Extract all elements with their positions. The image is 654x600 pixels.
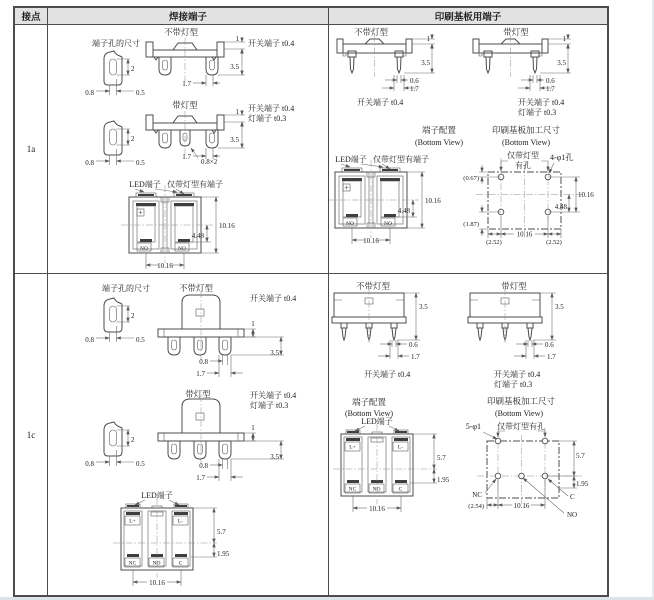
bottom-view-1c (333, 416, 450, 513)
dim-label: 4.48 (397, 207, 410, 215)
dim-label: 4.48 (191, 232, 204, 240)
terminal-label: NO (567, 511, 578, 519)
title-with-lamp: 带灯型 (172, 100, 198, 110)
terminal-label: NC (348, 486, 357, 493)
pcb-switch-with-lamp (468, 288, 564, 389)
dim-label: 1.7 (546, 85, 555, 93)
title-pcb-dimensions: 印刷基板加工尺寸 (486, 396, 556, 406)
title-terminal-hole: 端子孔的尺寸 (92, 39, 140, 48)
dim-label: 10.16 (516, 230, 533, 239)
title-with-lamp: 带灯型 (503, 27, 529, 37)
dim-label: 0.5 (136, 336, 145, 344)
terminal-dimension-table (13, 6, 609, 597)
led-terminal-label: LED端子 (335, 155, 367, 164)
dim-label: 3.5 (270, 453, 279, 461)
note-label: 开关端子 t0.4 (494, 370, 541, 379)
dim-label: 10.16 (149, 579, 165, 587)
dim-label: 3.5 (270, 349, 279, 357)
cell-1c-solder (48, 274, 329, 595)
note-label: 仅带灯型有孔 (497, 422, 545, 431)
title-no-lamp: 不带灯型 (355, 281, 391, 291)
led-terminal-label: LED端子 (141, 491, 173, 500)
dim-label: (2.52) (486, 239, 502, 246)
dim-label: 5.7 (437, 454, 446, 462)
dim-label: 1 (235, 35, 239, 43)
terminal-label: NO (140, 245, 148, 252)
dim-label: (2.52) (546, 239, 562, 246)
led-terminal-label: LED端子 (129, 180, 161, 189)
pcb-switch-with-lamp (473, 34, 571, 117)
terminal-label: NC (472, 491, 482, 499)
title-with-lamp: 带灯型 (501, 281, 527, 291)
dim-label: (0.67) (463, 175, 479, 182)
terminal-hole-drawing (85, 121, 145, 167)
title-terminal-layout: 端子配置 (421, 125, 457, 135)
dim-label: 1 (251, 320, 255, 328)
terminal-label: C (570, 493, 575, 501)
bottom-view-1a (329, 154, 441, 245)
dim-label: 3.5 (230, 63, 239, 71)
title-no-lamp: 不带灯型 (178, 283, 214, 293)
dim-label: 3.5 (421, 59, 430, 67)
dim-label: 3.5 (557, 59, 566, 67)
title-no-lamp: 不带灯型 (163, 27, 199, 37)
pcb-switch-no-lamp (337, 34, 435, 107)
dim-label: 10.16 (578, 191, 594, 199)
hole-pattern-1c (466, 421, 589, 519)
switch-front-with-lamp (158, 390, 296, 482)
bottom-view-1a (121, 179, 235, 270)
terminal-label: NO (178, 245, 186, 252)
dim-label: 1.7 (196, 370, 205, 378)
note-label: 灯端子 t0.3 (494, 380, 533, 389)
dim-label: 1.7 (182, 153, 191, 161)
cell-1a-solder (48, 25, 329, 274)
dim-label: 1.7 (547, 353, 556, 361)
dim-label: 1.95 (217, 550, 230, 558)
note-label: 开关端子 t0.4 (518, 98, 565, 107)
contact-form-1a: 1a (26, 144, 36, 154)
note-label: 开关端子 t0.4 (248, 104, 295, 113)
led-terminal-label: LED端子 (361, 417, 393, 426)
cell-1a-pcb (329, 25, 607, 274)
pcb-switch-no-lamp (332, 288, 428, 379)
title-pcb-dimensions: 印刷基板加工尺寸 (491, 125, 561, 135)
row-label-1c (15, 274, 48, 595)
dim-label: 1.7 (196, 474, 205, 482)
dim-label: 2 (131, 312, 135, 320)
dim-label: 2 (131, 436, 135, 444)
note-label: 灯端子 t0.3 (250, 401, 289, 410)
terminal-label: C (178, 560, 183, 567)
dim-label: 1 (562, 35, 566, 43)
dim-label: 1.7 (182, 80, 191, 88)
diagram-1c-solder (48, 274, 329, 591)
switch-front-no-lamp (146, 35, 294, 88)
dim-label: 0.8 (85, 159, 94, 167)
row-label-1a (15, 25, 48, 274)
dim-label: 0.8×2 (201, 158, 218, 166)
diagram-1a-solder (48, 25, 329, 274)
header-pcb-terminal (329, 8, 607, 25)
note-label: 仅带灯型有端子 (373, 155, 429, 164)
dim-label: 10.16 (369, 505, 385, 513)
dim-label: 0.8 (85, 336, 94, 344)
note-label: 开关端子 t0.4 (248, 39, 295, 48)
dim-label: 0.5 (136, 89, 145, 97)
terminal-label: L+ (129, 518, 136, 525)
dim-label: 10.16 (513, 502, 530, 510)
dim-label: 2 (131, 65, 135, 73)
terminal-label: L- (397, 444, 404, 451)
note-label: 仅带灯型 (507, 151, 539, 160)
dim-label: 3.5 (419, 303, 428, 311)
dim-label: 0.8 (85, 460, 94, 468)
terminal-hole-drawing (85, 422, 145, 468)
note-label: 仅带灯型有端子 (167, 180, 223, 189)
subtitle-bottom-view: (Bottom View) (501, 138, 551, 147)
dim-label: 10.16 (425, 197, 441, 205)
dim-label: 4.48 (554, 203, 567, 211)
contact-form-1c: 1c (26, 429, 36, 440)
subtitle-bottom-view: (Bottom View) (344, 409, 394, 418)
dim-label: 10.16 (363, 237, 379, 245)
terminal-label: NO (346, 220, 354, 227)
note-label: 开关端子 t0.4 (250, 391, 297, 400)
dim-label: 0.6 (410, 77, 419, 85)
note-label: 开关端子 t0.4 (250, 294, 297, 303)
dim-label: 0.8 (199, 462, 208, 470)
hole-callout-label: 5-φ1 (465, 422, 481, 431)
dim-label: 0.8 (85, 89, 94, 97)
dim-label: 2 (131, 135, 135, 143)
dim-label: 1.95 (437, 476, 450, 484)
terminal-hole-drawing (85, 298, 145, 344)
dim-label: 5.7 (576, 452, 585, 460)
dim-label: 1 (426, 35, 430, 43)
dim-label: 10.16 (157, 262, 173, 270)
subtitle-bottom-view: (Bottom View) (494, 409, 544, 418)
switch-front-no-lamp (158, 291, 296, 378)
dim-label: (2.54) (468, 503, 484, 510)
header-pcb-label: 印刷基板用端子 (434, 13, 502, 23)
header-solder-terminal (48, 8, 329, 25)
dim-label: 0.6 (545, 341, 554, 349)
terminal-label: NC (128, 560, 137, 567)
note-label: 开关端子 t0.4 (364, 370, 411, 379)
title-terminal-layout: 端子配置 (351, 397, 387, 407)
hole-pattern-1a (463, 150, 594, 246)
diagram-1c-pcb (329, 274, 603, 591)
bottom-view-1c (113, 490, 230, 587)
diagram-1a-pcb (329, 25, 603, 274)
header-contact-label: 接点 (21, 13, 41, 23)
terminal-label: NO (152, 560, 161, 567)
hole-callout-label: 4-φ1孔 (550, 153, 574, 162)
dim-label: (1.87) (463, 221, 479, 228)
dim-label: 1 (235, 108, 239, 116)
terminal-hole-drawing (85, 51, 145, 97)
dim-label: 10.16 (219, 222, 235, 230)
title-with-lamp: 带灯型 (185, 389, 211, 399)
dim-label: 0.6 (546, 77, 555, 85)
cell-1c-pcb (329, 274, 607, 595)
header-solder-label: 焊接端子 (168, 13, 207, 23)
terminal-label: L- (177, 518, 184, 525)
note-label: 灯端子 t0.3 (518, 108, 557, 117)
dim-label: 1 (251, 424, 255, 432)
terminal-label: NO (372, 486, 381, 493)
dim-label: 0.5 (136, 159, 145, 167)
title-no-lamp: 不带灯型 (353, 27, 389, 37)
dim-label: 0.5 (136, 460, 145, 468)
title-terminal-hole: 端子孔的尺寸 (102, 284, 150, 293)
dim-label: 0.6 (409, 341, 418, 349)
switch-front-with-lamp (146, 103, 294, 166)
note-label: 有孔 (515, 161, 531, 170)
dim-label: 1.7 (410, 85, 419, 93)
dim-label: 3.5 (230, 136, 239, 144)
dim-label: 3.5 (555, 303, 564, 311)
dim-label: 5.7 (217, 528, 226, 536)
header-contact (15, 8, 48, 25)
terminal-label: NO (384, 220, 392, 227)
terminal-label: C (398, 486, 403, 493)
subtitle-bottom-view: (Bottom View) (414, 138, 464, 147)
dim-label: 1.95 (576, 480, 589, 488)
note-label: 开关端子 t0.4 (357, 98, 404, 107)
terminal-label: L+ (349, 444, 356, 451)
dim-label: 1.7 (411, 353, 420, 361)
dim-label: 0.8 (199, 358, 208, 366)
note-label: 灯端子 t0.3 (248, 114, 287, 123)
